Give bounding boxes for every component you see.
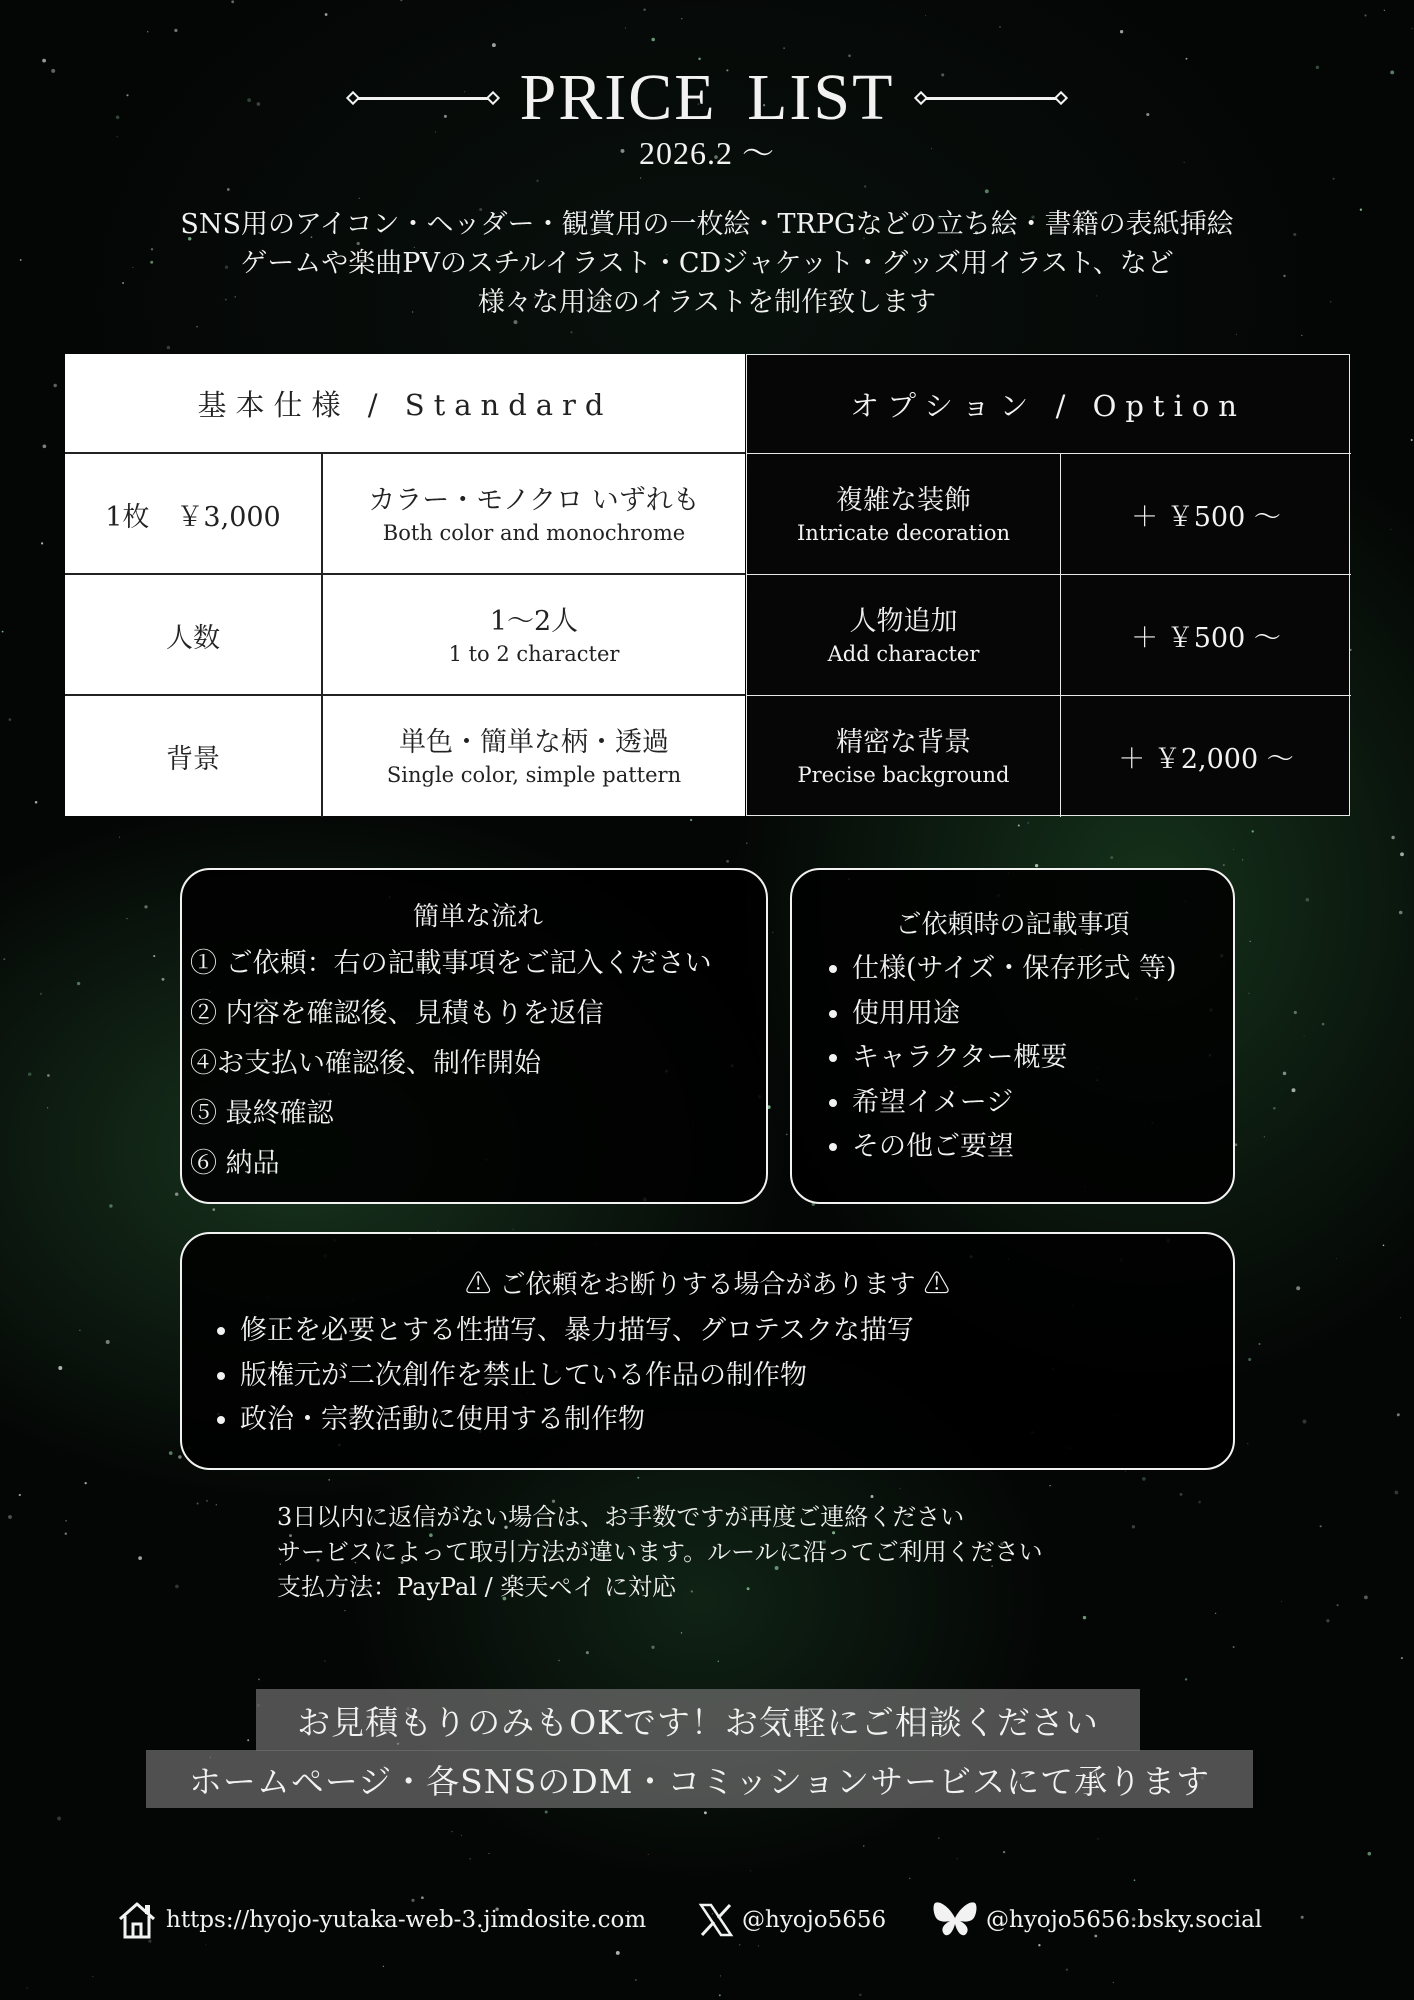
option-table — [746, 354, 1350, 816]
table-row — [65, 694, 745, 817]
list-item: • 使用用途 — [852, 992, 1233, 1037]
page-date: 2026.2 ～ — [638, 135, 775, 171]
intro-line: 様々な用途のイラストを制作致します — [477, 287, 937, 318]
price-table — [65, 354, 1350, 816]
title-deco-left — [348, 93, 498, 103]
note-line: サービスによって取引方法が違います。ルールに沿ってご利用ください — [277, 1538, 1043, 1566]
option-sub: Precise background — [797, 762, 1010, 787]
note-line: 支払方法：PayPal / 楽天ペイ に対応 — [277, 1573, 676, 1601]
intro-text — [0, 205, 1414, 322]
list-item: • その他ご要望 — [852, 1125, 1233, 1170]
table-row — [747, 453, 1351, 575]
request-box — [790, 868, 1235, 1204]
option-price: ＋ ￥500 ～ — [1131, 623, 1281, 654]
option-sub: Add character — [827, 641, 980, 666]
table-row — [65, 573, 745, 696]
request-title: ご依頼時の記載事項 — [895, 910, 1130, 940]
flow-step: ① ご依頼：右の記載事項をご記入ください — [190, 948, 712, 979]
row-label: 背景 — [65, 696, 323, 817]
table-row — [747, 695, 1351, 817]
option-main: 人物追加 — [849, 605, 958, 637]
list-item: • 版権元が二次創作を禁止している作品の制作物 — [240, 1354, 1233, 1399]
list-item: • 仕様(サイズ・保存形式 等) — [852, 947, 1233, 992]
flow-step: ② 内容を確認後、見積もりを返信 — [190, 998, 604, 1029]
row-label: 人数 — [65, 575, 323, 696]
option-heading: オプション / Option — [849, 388, 1246, 423]
option-main: 複雑な装飾 — [836, 484, 971, 516]
intro-line: ゲームや楽曲PVのスチルイラスト・CDジャケット・グッズ用イラスト、など — [240, 248, 1174, 279]
option-name — [747, 696, 1061, 817]
intro-line: SNS用のアイコン・ヘッダー・観賞用の一枚絵・TRPGなどの立ち絵・書籍の表紙挿絵 — [180, 209, 1234, 240]
butterfly-icon — [932, 1900, 978, 1940]
option-price: ＋ ￥500 ～ — [1131, 502, 1281, 533]
list-item: • 希望イメージ — [852, 1081, 1233, 1126]
flow-step: ⑥ 納品 — [190, 1148, 280, 1179]
warning-title: ⚠ ご依頼をお断りする場合があります ⚠ — [465, 1270, 950, 1300]
flow-step: ④お支払い確認後、制作開始 — [190, 1048, 541, 1079]
x-link[interactable] — [698, 1892, 886, 1948]
homepage-link[interactable] — [116, 1892, 646, 1948]
highlight-consult: お見積もりのみもOKです！お気軽にご相談ください — [256, 1689, 1140, 1751]
footer — [0, 1892, 1414, 1948]
row-value — [323, 696, 745, 817]
flow-box — [180, 868, 768, 1204]
homepage-url: https://hyojo-yutaka-web-3.jimdosite.com — [166, 1907, 647, 1933]
title-deco-right — [916, 93, 1066, 103]
table-row — [747, 574, 1351, 696]
note-line: 3日以内に返信がない場合は、お手数ですが再度ご連絡ください — [277, 1503, 965, 1531]
row-value — [323, 454, 745, 575]
warning-box — [180, 1232, 1235, 1470]
table-row — [65, 452, 745, 575]
list-item: • 修正を必要とする性描写、暴力描写、グロテスクな描写 — [240, 1309, 1233, 1354]
home-icon — [116, 1899, 158, 1941]
row-value — [323, 575, 745, 696]
option-price: ＋ ￥2,000 ～ — [1118, 744, 1294, 775]
bluesky-link[interactable] — [932, 1892, 1262, 1948]
warning-list — [182, 1309, 1233, 1443]
page-title: PRICE LIST — [519, 61, 895, 134]
flow-title: 簡単な流れ — [412, 902, 543, 932]
title-row — [0, 58, 1414, 138]
row-label: 1枚 ￥3,000 — [65, 454, 323, 575]
x-handle: @hyojo5656 — [742, 1907, 887, 1933]
value-sub: Single color, simple pattern — [386, 762, 682, 787]
option-name — [747, 454, 1061, 575]
highlight-contact: ホームページ・各SNSのDM・コミッションサービスにて承ります — [146, 1750, 1253, 1808]
value-main: 単色・簡単な柄・透過 — [399, 726, 669, 758]
value-main: カラー・モノクロ いずれも — [368, 484, 700, 516]
standard-table — [65, 354, 745, 816]
value-sub: 1 to 2 character — [448, 641, 620, 666]
notes — [277, 1500, 1043, 1605]
x-logo-icon — [698, 1902, 734, 1938]
option-main: 精密な背景 — [836, 726, 971, 758]
flow-step: ⑤ 最終確認 — [190, 1098, 334, 1129]
request-list — [792, 947, 1233, 1170]
value-sub: Both color and monochrome — [382, 520, 686, 545]
bluesky-handle: @hyojo5656.bsky.social — [986, 1907, 1263, 1933]
list-item: • 政治・宗教活動に使用する制作物 — [240, 1398, 1233, 1443]
option-sub: Intricate decoration — [797, 520, 1010, 545]
value-main: 1〜2人 — [489, 605, 579, 637]
list-item: • キャラクター概要 — [852, 1036, 1233, 1081]
option-name — [747, 575, 1061, 696]
standard-heading: 基本仕様 / Standard — [197, 387, 613, 422]
